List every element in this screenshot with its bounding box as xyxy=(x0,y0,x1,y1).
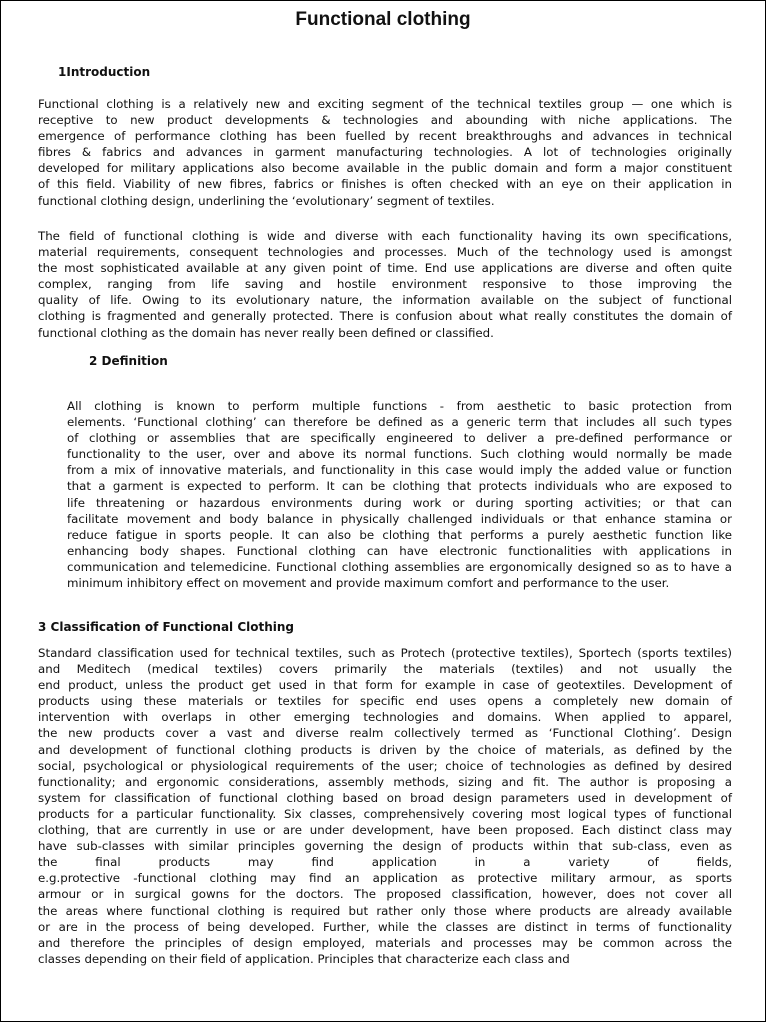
text-line: clothing is fragmented and generally protected. There is confusion about what really constitutes the domain of xyxy=(38,309,732,324)
text-line: The field of functional clothing is wide and diverse with each functionality having its own specifications, xyxy=(38,229,732,243)
text-line: emergence of performance clothing has been fuelled by recent breakthroughs and advances in technical xyxy=(38,129,732,144)
text-line: of this field. Viability of new fibres, fabrics or finishes is often checked with an eye on their application in xyxy=(38,177,732,192)
text-line: developed for military applications also become available in the public domain and form a major constituent xyxy=(38,161,732,176)
text-line: products using these materials or textiles for specific end uses opens a completely new domain of xyxy=(38,694,732,709)
text-line: material requirements, consequent technologies and processes. Much of the technology used is amongst xyxy=(38,245,732,260)
text-line: classes depending on their field of application. Principles that characterize each class and xyxy=(38,951,570,966)
text-line: from a mix of innovative materials, and functionality in this case would imply the added value or function xyxy=(67,463,732,478)
text-line: communication and telemedicine. Functional clothing assemblies are ergonomically designed so as to have a xyxy=(67,559,732,574)
text-line: e.g.protective -functional clothing may find an application as protective military armour, as sports xyxy=(38,871,732,886)
text-line: minimum inhibitory effect on movement and provide maximum comfort and performance to the user. xyxy=(67,576,670,591)
text-line: end product, unless the product get used in that form for example in case of geotextiles. Development of xyxy=(38,678,732,693)
text-line: life threatening or hazardous environments during work or during sporting activities; or that can xyxy=(67,495,732,510)
text-line: clothing, that are currently in use or are under development, have been proposed. Each distinct class may xyxy=(38,823,732,838)
paragraph xyxy=(38,228,732,341)
text-line: the areas where functional clothing is required but rather only those where products are already available xyxy=(38,903,732,918)
text-line: and development of functional clothing products is driven by the choice of materials, as defined by the xyxy=(38,742,732,757)
text-line: system for classification of functional clothing based on broad design parameters used in development of xyxy=(38,790,732,805)
text-line: and therefore the principles of design employed, materials and processes may be common across the xyxy=(38,935,732,950)
text-line: All clothing is known to perform multiple functions - from aesthetic to basic protection from xyxy=(67,399,732,413)
text-line: and Meditech (medical textiles) covers primarily the materials (textiles) and not usually the xyxy=(38,662,732,677)
text-line: the new products cover a vast and diverse realm collectively termed as ‘Functional Clothing’. Design xyxy=(38,726,732,741)
text-line: complex, ranging from life saving and hostile environment responsive to those improving the xyxy=(38,277,732,292)
text-line: intervention with overlaps in other emerging technologies and domains. When applied to apparel, xyxy=(38,710,732,725)
text-line: of clothing or assemblies that are specifically engineered to deliver a pre-defined performance or xyxy=(67,431,732,446)
text-line: reduce fatigue in sports people. It can also be clothing that performs a purely aesthetic function like xyxy=(67,527,732,542)
text-line: that a garment is expected to perform. It can be clothing that protects individuals who are exposed to xyxy=(67,479,732,494)
text-line: Standard classification used for technical textiles, such as Protech (protective textiles), Sportech (sports textiles) xyxy=(38,646,732,660)
text-line: facilitate movement and body balance in physically challenged individuals or that enhance stamina or xyxy=(67,511,732,526)
text-line: functionality to the user, over and above its normal functions. Such clothing would normally be made xyxy=(67,447,732,462)
text-line: enhancing body shapes. Functional clothing can have electronic functionalities with applications in xyxy=(67,543,732,558)
paragraph xyxy=(38,645,732,967)
text-line: fibres & fabrics and advances in garment manufacturing technologies. A lot of technologies originally xyxy=(38,145,732,160)
text-line: Functional clothing is a relatively new and exciting segment of the technical textiles group — one which is xyxy=(38,97,732,111)
paragraph xyxy=(38,96,732,209)
text-line: functionality; and ergonomic considerations, assembly methods, sizing and fit. The author is proposing a xyxy=(38,774,732,789)
text-line: products for a particular functionality. Six classes, comprehensively covering most logical types of functional xyxy=(38,806,732,821)
section-heading-definition: 2 Definition xyxy=(89,354,168,368)
text-line: armour or in surgical gowns for the doctors. The proposed classification, however, does not cover all xyxy=(38,887,732,902)
text-line: social, psychological or physiological requirements of the user; choice of technologies as defined by desired xyxy=(38,758,732,773)
text-line: or are in the process of being developed. Further, while the classes are distinct in terms of functionality xyxy=(38,919,732,934)
text-line: quality of life. Owing to its evolutionary nature, the information available on the subject of functional xyxy=(38,293,732,308)
section-heading-introduction: 1Introduction xyxy=(58,65,151,79)
document-title: Functional clothing xyxy=(295,9,471,30)
text-line: elements. ‘Functional clothing’ can therefore be defined as a generic term that includes all such types xyxy=(67,415,732,430)
text-line: functional clothing design, underlining the ‘evolutionary’ segment of textiles. xyxy=(38,193,495,208)
text-line: have sub-classes with similar principles governing the design of products within that sub-class, even as xyxy=(38,839,732,854)
section-heading-classification: 3 Classification of Functional Clothing xyxy=(38,620,295,634)
text-line: the most sophisticated available at any given point of time. End use applications are diverse and often quite xyxy=(38,261,732,276)
paragraph xyxy=(38,398,732,591)
text-line: functional clothing as the domain has never really been defined or classified. xyxy=(38,325,494,340)
text-line: receptive to new product developments & technologies and abounding with niche applications. The xyxy=(38,113,732,128)
text-line: the final products may find application in a variety of fields, xyxy=(38,855,732,870)
